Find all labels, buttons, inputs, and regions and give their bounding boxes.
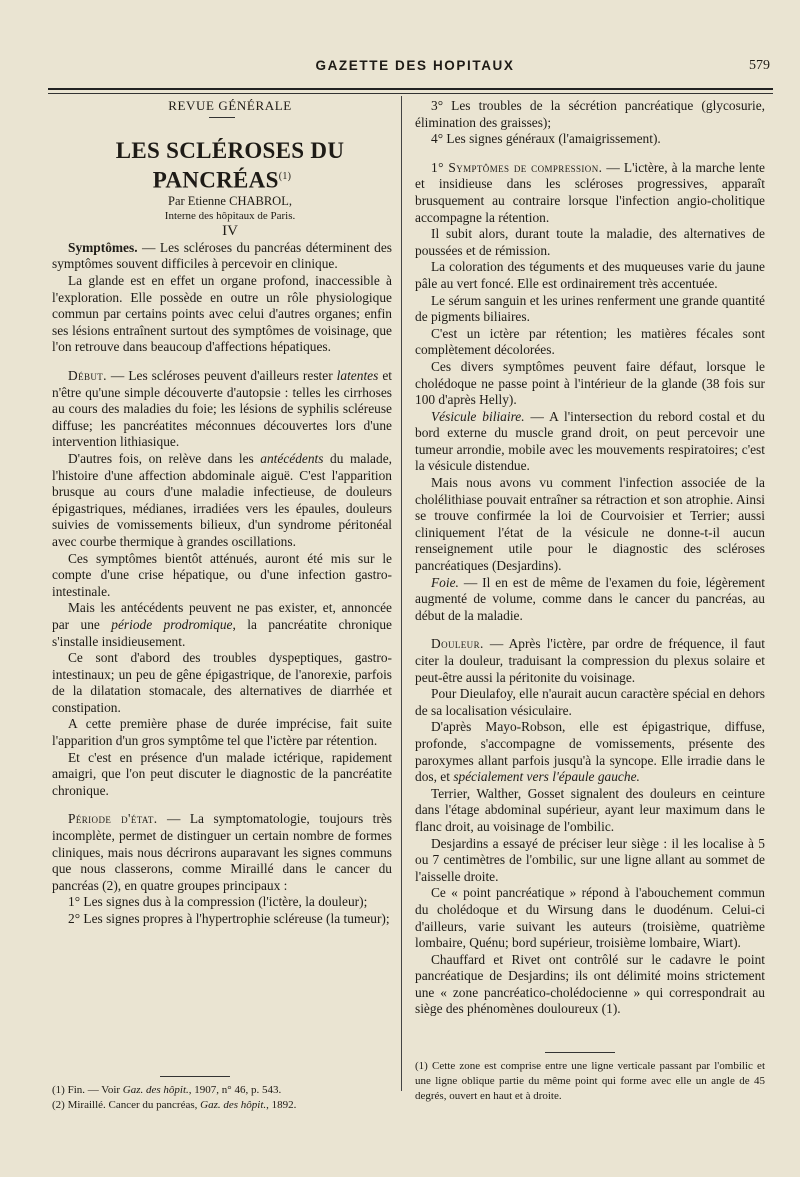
paragraph-text: du malade, l'histoire d'une affection abdominale aiguë. C'est l'apparition brusque au cours d'une maladie infectieuse, de douleurs épigastriques, médianes, irradiées vers les épaules, douleurs suivies de vomissements bilieux, d'un syndrome péritonéal avec courbe thermique à grandes oscillations. bbox=[52, 450, 392, 549]
paragraph bbox=[415, 575, 765, 625]
paragraph-italic: période prodromique bbox=[111, 616, 233, 632]
paragraph-text: — Les scléroses peuvent d'ailleurs rester bbox=[106, 368, 337, 383]
footnote-rule-left bbox=[160, 1076, 230, 1077]
paragraph-italic: Foie. bbox=[431, 574, 459, 590]
paragraph-text: et n'être qu'une simple découverte d'autopsie : telles les cirrhoses au cours des maladies du foie; les lésions de syphilis scléreuse diffuse; les pancréatites méconnues découvertes lors d'une intervention lithiasique. bbox=[52, 368, 392, 450]
paragraph: Mais nous avons vu comment l'infection associée de la cholélithiase pouvait entraîner sa rétraction et son atrophie. Ainsi se trouve confirmée la loi de Courvoisier et Terrier; aussi cliniquement l'état de la vésicule ne donne-t-il aucun renseignement utile pour le diagnostic des scléroses pancréatiques (Desjardins). bbox=[415, 475, 765, 574]
paragraph-text: — Il en est de même de l'examen du foie, légèrement augmenté de volume, comme dans le cancer du pancréas, au début de la maladie. bbox=[415, 574, 765, 623]
footnote-text: , 1892. bbox=[266, 1099, 297, 1111]
section-heading: REVUE GÉNÉRALE bbox=[168, 98, 292, 113]
paragraph: Et c'est en présence d'un malade ictérique, rapidement amaigri, que l'on peut discuter le diagnostic de la pancréatite chronique. bbox=[52, 749, 392, 798]
left-column bbox=[52, 98, 392, 928]
paragraph: La glande est en effet un organe profond, inaccessible à l'exploration. Elle possède en outre un rôle physiologique commun par certains points avec celui d'autres organes; enfin ses lésions entraînent surtout des symptômes de voisinage, que l'on retrouve dans beaucoup d'affections hépatiques. bbox=[52, 273, 392, 355]
paragraph: 2° Les signes propres à l'hypertrophie scléreuse (la tumeur); bbox=[68, 911, 390, 926]
paragraph bbox=[52, 368, 392, 451]
paragraph-text: — Après l'ictère, par ordre de fréquence, il faut citer la douleur, traduisant la compression du plexus solaire et peut-être aussi la péritonite du voisinage. bbox=[415, 636, 765, 685]
paragraph: Ces divers symptômes peuvent faire défaut, lorsque le cholédoque ne passe point à l'intérieur de la glande (38 fois sur 100 d'après Helly). bbox=[415, 358, 765, 408]
running-header bbox=[60, 58, 770, 80]
header-rule-thick bbox=[48, 88, 773, 90]
author-line: Par Etienne CHABROL, bbox=[168, 194, 292, 209]
paragraph-head: Période d'état. bbox=[68, 811, 158, 827]
author-role: Interne des hôpitaux de Paris. bbox=[164, 210, 296, 223]
paragraph bbox=[52, 240, 392, 273]
paragraph: Ces symptômes bientôt atténués, auront été mis sur le compte d'une crise hépatique, ou d'une infection gastro-intestinale. bbox=[52, 550, 392, 599]
footnote bbox=[52, 1083, 392, 1098]
column-divider bbox=[401, 96, 402, 1091]
footnote-text: (1) Fin. — Voir bbox=[52, 1084, 123, 1096]
footnote-rule-right bbox=[545, 1052, 615, 1053]
article-title-text: LES SCLÉROSES DU PANCRÉAS bbox=[115, 137, 345, 193]
paragraph-text: D'après Mayo-Robson, elle est épigastrique, diffuse, profonde, s'accompagne de vomissements, présente des paroxymes allant parfois jusqu'à la syncope. Elle irradie dans le dos, et bbox=[415, 719, 765, 785]
paragraph-italic: Vésicule biliaire. bbox=[431, 408, 525, 424]
paragraph: La coloration des téguments et des muqueuses varie du jaune pâle au vert foncé. Elle est ordinairement très accentuée. bbox=[415, 259, 765, 291]
paragraph: Le sérum sanguin et les urines renferment une grande quantité de pigments biliaires. bbox=[415, 292, 765, 325]
paragraph-text: D'autres fois, on relève dans les bbox=[68, 450, 261, 466]
paragraph-head: Douleur. bbox=[431, 636, 484, 652]
paragraph-text: — La symptomatologie, toujours très incomplète, permet de distinguer un certain nombre de formes cliniques, mais nous décrirons auparavant les signes communs que nous classerons, comme Miraillé dans le cancer du pancréas (2), en quatre groupes principaux : bbox=[52, 811, 392, 893]
paragraph-text: Mais les antécédents peuvent ne pas exister, et, annoncée par une bbox=[52, 600, 392, 632]
footnote bbox=[52, 1098, 392, 1113]
paragraph bbox=[415, 160, 765, 226]
paragraph bbox=[52, 451, 392, 551]
part-number: IV bbox=[222, 223, 238, 240]
paragraph-text: , la pancréatite chronique s'installe insidieusement. bbox=[52, 616, 392, 649]
paragraph: A cette première phase de durée imprécise, fait suite l'apparition d'un gros symptôme tel que l'ictère par rétention. bbox=[52, 716, 392, 749]
paragraph-text: — A l'intersection du rebord costal et du bord externe du muscle grand droit, on peut percevoir une tumeur arrondie, mobile avec les mouvements respiratoires; c'est la vésicule distendue. bbox=[415, 408, 766, 474]
paragraph-head: Symptômes. bbox=[68, 239, 138, 255]
paragraph: Ce sont d'abord des troubles dyspeptiques, gastro-intestinaux; un peu de gêne épigastrique, de l'anorexie, parfois de la dilatation stomacale, des alternatives de diarrhée et constipation. bbox=[52, 650, 392, 715]
paragraph-italic: latentes bbox=[336, 368, 379, 383]
right-footnote: (1) Cette zone est comprise entre une ligne verticale passant par l'ombilic et une ligne oblique partie du même point qui forme avec elle un angle de 45 degrés, ouvert en haut et à droite. bbox=[415, 1060, 765, 1102]
article-title bbox=[52, 138, 392, 194]
paragraph: Il subit alors, durant toute la maladie, des alternatives de poussées et de rémission. bbox=[415, 226, 765, 258]
paragraph-head: Début. bbox=[68, 368, 107, 383]
paragraph: 3° Les troubles de la sécrétion pancréatique (glycosurie, élimination des graisses); bbox=[415, 98, 765, 130]
paragraph-text: — L'ictère, à la marche lente et insidieuse dans les scléroses progressives, apparaît brusquement au contraire lorsque l'infection angio-cholitique accompagne la rétention. bbox=[415, 159, 765, 225]
paragraph-text: — Les scléroses du pancréas déterminent des symptômes souvent difficiles à percevoir en clinique. bbox=[52, 239, 392, 272]
paragraph: Terrier, Walther, Gosset signalent des douleurs en ceinture dans l'étage abdominal supérieur, ayant leur maximum dans le flanc droit, au voisinage de l'ombilic. bbox=[415, 785, 765, 834]
section-rule bbox=[209, 117, 235, 118]
paragraph-head: 1° Symptômes de compression. bbox=[431, 159, 603, 175]
footnote-italic: Gaz. des hôpit. bbox=[200, 1099, 267, 1111]
page-number: 579 bbox=[749, 58, 770, 73]
title-footnote-mark: (1) bbox=[278, 170, 292, 182]
footnote-italic: Gaz. des hôpit. bbox=[122, 1084, 189, 1096]
footnote-text: , 1907, n° 46, p. 543. bbox=[188, 1084, 282, 1096]
paragraph: C'est un ictère par rétention; les matières fécales sont complètement décolorées. bbox=[415, 325, 765, 358]
paragraph: Ce « point pancréatique » répond à l'abouchement commun du cholédoque et du Wirsung dans le duodénum. Celui-ci d'ailleurs, varie suivant les auteurs (troisième, quatrième lombaire, Quénu; bord supérieur, troisième lombaire, Wiart). bbox=[415, 885, 765, 951]
header-rule-thin bbox=[48, 93, 773, 94]
paragraph bbox=[415, 409, 765, 475]
paragraph: Chauffard et Rivet ont contrôlé sur le cadavre le point pancréatique de Desjardins; ils ont délimité moins strictement une « zone pancréatico-cholédocienne » qui correspondrait au siège des phénomènes douloureux (1). bbox=[415, 951, 765, 1017]
paragraph bbox=[52, 811, 392, 894]
paragraph: 1° Les signes dus à la compression (l'ictère, la douleur); bbox=[68, 894, 368, 910]
paragraph bbox=[415, 719, 765, 785]
paragraph bbox=[52, 600, 392, 650]
paragraph-italic: spécialement vers l'épaule gauche. bbox=[453, 769, 640, 785]
paragraph: Pour Dieulafoy, elle n'aurait aucun caractère spécial en dehors de sa localisation vésiculaire. bbox=[415, 686, 765, 718]
right-column bbox=[415, 98, 765, 1018]
paragraph: Desjardins a essayé de préciser leur siège : il les localise à 5 ou 7 centimètres de l'ombilic, sur une ligne allant au sommet de l'aisselle droite. bbox=[415, 835, 765, 884]
paragraph bbox=[415, 636, 765, 686]
paragraph-italic: antécédents bbox=[260, 450, 324, 466]
journal-title: GAZETTE DES HOPITAUX bbox=[315, 58, 515, 73]
left-footnotes bbox=[52, 1083, 392, 1113]
footnote-text: (2) Miraillé. Cancer du pancréas, bbox=[52, 1099, 201, 1111]
paragraph: 4° Les signes généraux (l'amaigrissement). bbox=[431, 131, 661, 147]
